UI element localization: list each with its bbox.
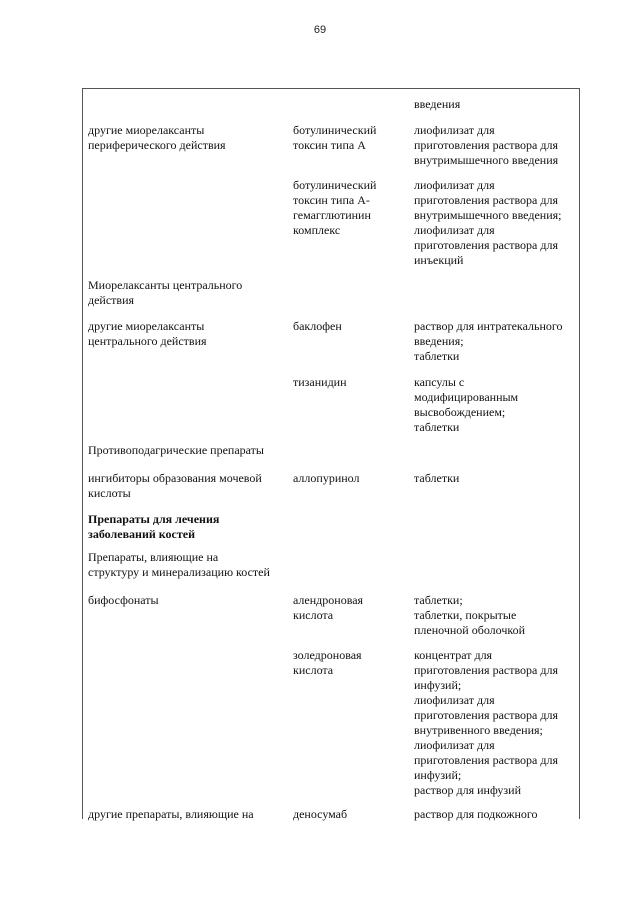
form-cell: концентрат для приготовления раствора для инфузий; лиофилизат для приготовления раствора для внутривенного введения; лиофилизат для приготовления раствора для инфузий; раствор для инфузий — [414, 648, 558, 797]
form-cell: раствор для подкожного — [414, 807, 538, 821]
substance-cell: деносумаб — [293, 807, 348, 821]
category-cell: ингибиторы образования мочевой кислоты — [88, 471, 262, 500]
form-cell: таблетки; таблетки, покрытые пленочной оболочкой — [414, 593, 526, 637]
form-cell: таблетки — [414, 471, 460, 485]
substance-cell: аллопуринол — [293, 471, 360, 485]
substance-cell: тизанидин — [293, 375, 347, 389]
category-cell: другие миорелаксанты центрального действия — [88, 319, 207, 348]
category-cell: другие препараты, влияющие на — [88, 807, 254, 821]
form-cell: раствор для интратекального введения; таблетки — [414, 319, 563, 363]
substance-cell: баклофен — [293, 319, 342, 333]
category-cell: Противоподагрические препараты — [88, 443, 264, 457]
substance-cell: алендроновая кислота — [293, 593, 364, 622]
page-number: 69 — [313, 24, 327, 36]
form-cell: введения — [414, 97, 461, 111]
form-cell: лиофилизат для приготовления раствора для внутримышечного введения; лиофилизат для приготовления раствора для инъекций — [414, 178, 562, 267]
substance-cell: ботулинический токсин типа А — [293, 123, 377, 152]
form-cell: капсулы с модифицированным высвобождением; таблетки — [414, 375, 519, 434]
form-cell: лиофилизат для приготовления раствора для внутримышечного введения — [414, 123, 559, 167]
category-cell: Миорелаксанты центрального действия — [88, 278, 243, 307]
category-cell: другие миорелаксанты периферического действия — [88, 123, 226, 152]
category-cell: Препараты для лечения заболеваний костей — [88, 512, 220, 541]
category-cell: Препараты, влияющие на структуру и минерализацию костей — [88, 550, 270, 579]
substance-cell: ботулинический токсин типа А- гемагглютинин комплекс — [293, 178, 377, 237]
substance-cell: золедроновая кислота — [293, 648, 362, 677]
category-cell: бифосфонаты — [88, 593, 159, 607]
